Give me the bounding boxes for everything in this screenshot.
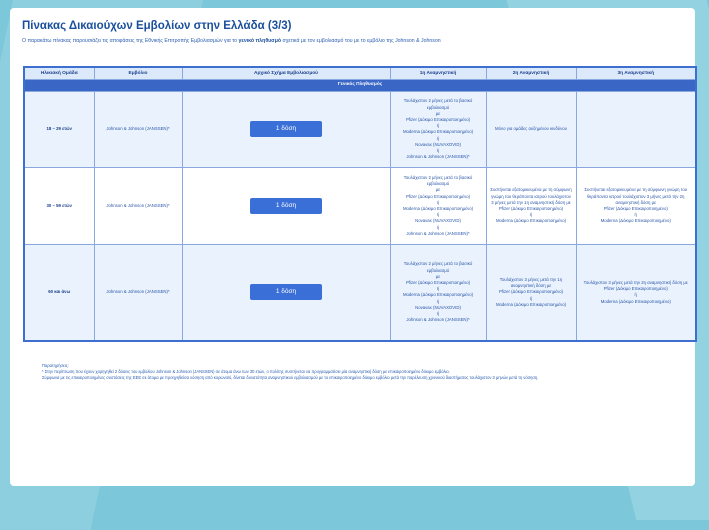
- cell-line: Moderna (Δόκιμο Επικαιροποιημένο): [600, 298, 671, 304]
- table-row: [24, 168, 696, 245]
- cell-line: Moderna (Δόκιμο Επικαιροποιημένο): [402, 206, 474, 212]
- cell-line: Novavax (NUVAXOVID): [415, 304, 461, 310]
- booster-1-cell: [390, 168, 486, 245]
- cell-line: ή: [436, 286, 440, 292]
- cell-line: με: [435, 187, 441, 193]
- cell-line: Συστήνεται εξατομικευμένα με τη σύμφωνη γνώμη του θεράποντα ιατρού τουλάχιστον 3 μήνες μετά την 1η αναμνηστική δόση με: [490, 187, 572, 205]
- header-booster-1: 1η Αναμνηστική: [390, 67, 486, 80]
- cell-line: Τουλάχιστον 2 μήνες μετά το βασικό εμβολιασμό: [403, 98, 473, 110]
- booster-1-cell: [390, 244, 486, 341]
- cell-line: Τουλάχιστον 2 μήνες μετά το βασικό εμβολιασμό: [403, 261, 473, 273]
- header-booster-3: 3η Αναμνηστική: [576, 67, 696, 80]
- age-group-cell: 18 – 29 ετών: [24, 91, 94, 168]
- cell-line: Pfizer (Δόκιμο Επικαιροποιημένο): [405, 193, 471, 199]
- intro-text-bold: γενικό πληθυσμό: [238, 38, 282, 44]
- dose-button[interactable]: 1 δόση: [250, 198, 322, 214]
- initial-schedule-cell: [182, 91, 390, 168]
- cell-line: Pfizer (Δόκιμο Επικαιροποιημένο): [405, 116, 471, 122]
- initial-schedule-cell: [182, 244, 390, 341]
- booster-2-cell: [486, 244, 576, 341]
- eligibility-table: [23, 66, 697, 342]
- cell-line: ή: [634, 212, 637, 218]
- cell-line: Τουλάχιστον 2 μήνες μετά το βασικό εμβολιασμό: [403, 174, 473, 187]
- header-initial-schedule: Αρχικό Σχήμα Εμβολιασμού: [182, 67, 390, 80]
- booster-3-cell: [576, 91, 696, 168]
- cell-line: Johnson & Johnson (JANSSEN)*: [406, 317, 470, 323]
- booster-3-cell: [576, 244, 696, 341]
- notes-line-1: * Στην περίπτωση που έχουν χορηγηθεί 2 δόσεις του εμβολίου Johnson & Johnson (JANSSEN) σε άτομα άνω των 30 ετών, ο πολίτης συστήνεται να προγραμματίσει μία αναμνηστική δόση με επικαιροποιημένο δόκιμο εμβόλιο.: [42, 368, 450, 374]
- section-row: [24, 80, 696, 92]
- cell-line: Moderna (Δόκιμο Επικαιροποιημένο): [495, 218, 567, 224]
- cell-line: Συστήνεται εξατομικευμένα με τη σύμφωνη γνώμη του θεράποντα ιατρού τουλάχιστον 3 μήνες μετά την 2η αναμνηστική δόση με: [584, 187, 688, 205]
- cell-line: ή: [436, 148, 440, 154]
- content-card: [10, 8, 695, 486]
- page-title: Πίνακας Δικαιούχων Εμβολίων στην Ελλάδα (3/3): [22, 20, 292, 32]
- cell-line: ή: [436, 123, 440, 129]
- cell-line: Pfizer (Δόκιμο Επικαιροποιημένο): [498, 289, 564, 295]
- table-row: [24, 91, 696, 168]
- age-group-cell: 30 – 59 ετών: [24, 168, 94, 245]
- cell-line: Pfizer (Δόκιμο Επικαιροποιημένο): [405, 279, 471, 285]
- notes-heading: Παρατηρήσεις:: [42, 363, 69, 368]
- intro-text-before: Ο παρακάτω πίνακας παρουσιάζει τις αποφάσεις της Εθνικής Επιτροπής Εμβολιασμών για το: [22, 38, 239, 44]
- table-header-row: [24, 67, 696, 80]
- cell-line: Moderna (Δόκιμο Επικαιροποιημένο): [495, 301, 567, 307]
- initial-schedule-cell: [182, 168, 390, 245]
- cell-line: με: [435, 273, 441, 279]
- vaccine-cell: Johnson & Johnson (JANSSEN)*: [94, 244, 182, 341]
- cell-line: ή: [436, 212, 440, 218]
- cell-line: Τουλάχιστον 3 μήνες μετά την 1η αναμνηστική δόση με: [499, 276, 563, 289]
- booster-2-cell: [486, 91, 576, 168]
- cell-line: ή: [436, 199, 440, 205]
- cell-line: Moderna (Δόκιμο Επικαιροποιημένο): [402, 292, 474, 298]
- cell-line: ή: [436, 311, 440, 317]
- intro-text: [22, 38, 682, 44]
- cell-line: Moderna (Δόκιμο Επικαιροποιημένο): [600, 218, 671, 224]
- notes-line-2: Σύμφωνα με τις επικαιροποιημένες συστάσεις της ΕΕΕ σε άτομα με προηγηθείσα νόσηση από κορωνοϊό, δίνεται δυνατότητα αναμνηστικού εμβολιασμού με το επικαιροποιημένο δόκιμο εμβόλιο μετά την παρέλευση χρονικού διαστήματος τουλάχιστον 3 μηνών μετά τη νόσηση.: [42, 374, 539, 380]
- cell-line: Τουλάχιστον 3 μήνες μετά την 2η αναμνηστική δόση με: [583, 279, 688, 285]
- intro-text-after: σχετικά με τον εμβολιασμό του με το εμβόλιο της Johnson & Johnson: [281, 38, 441, 44]
- header-age-group: Ηλικιακή Ομάδα: [24, 67, 94, 80]
- booster-2-cell: [486, 168, 576, 245]
- cell-line: Novavax (NUVAXOVID): [415, 141, 461, 147]
- age-group-cell: 60 και άνω: [24, 244, 94, 341]
- vaccine-cell: Johnson & Johnson (JANSSEN)*: [94, 91, 182, 168]
- cell-line: Moderna (Δόκιμο Επικαιροποιημένο): [402, 129, 474, 135]
- cell-line: Pfizer (Δόκιμο Επικαιροποιημένο): [603, 206, 668, 212]
- cell-line: με: [435, 110, 441, 116]
- cell-line: ή: [436, 224, 440, 230]
- dose-button[interactable]: 1 δόση: [250, 121, 322, 137]
- cell-line: ή: [436, 135, 440, 141]
- booster-1-cell: [390, 91, 486, 168]
- vaccine-cell: Johnson & Johnson (JANSSEN)*: [94, 168, 182, 245]
- header-vaccine: Εμβόλιο: [94, 67, 182, 80]
- cell-line: ή: [634, 292, 637, 298]
- cell-line: Μόνο για ομάδες αυξημένου κινδύνου: [495, 126, 567, 132]
- cell-line: Johnson & Johnson (JANSSEN)*: [406, 154, 470, 160]
- cell-line: ή: [529, 212, 533, 218]
- cell-line: ή: [436, 298, 440, 304]
- cell-line: ή: [529, 295, 533, 301]
- notes-section: [42, 363, 692, 381]
- cell-line: Pfizer (Δόκιμο Επικαιροποιημένο): [498, 206, 564, 212]
- cell-line: Novavax (NUVAXOVID): [415, 218, 461, 224]
- header-booster-2: 2η Αναμνηστική: [486, 67, 576, 80]
- table-row: [24, 244, 696, 341]
- section-label: Γενικός Πληθυσμός: [24, 80, 696, 92]
- cell-line: Pfizer (Δόκιμο Επικαιροποιημένο): [603, 286, 668, 292]
- dose-button[interactable]: 1 δόση: [250, 284, 322, 300]
- booster-3-cell: [576, 168, 696, 245]
- cell-line: Johnson & Johnson (JANSSEN)*: [406, 230, 470, 236]
